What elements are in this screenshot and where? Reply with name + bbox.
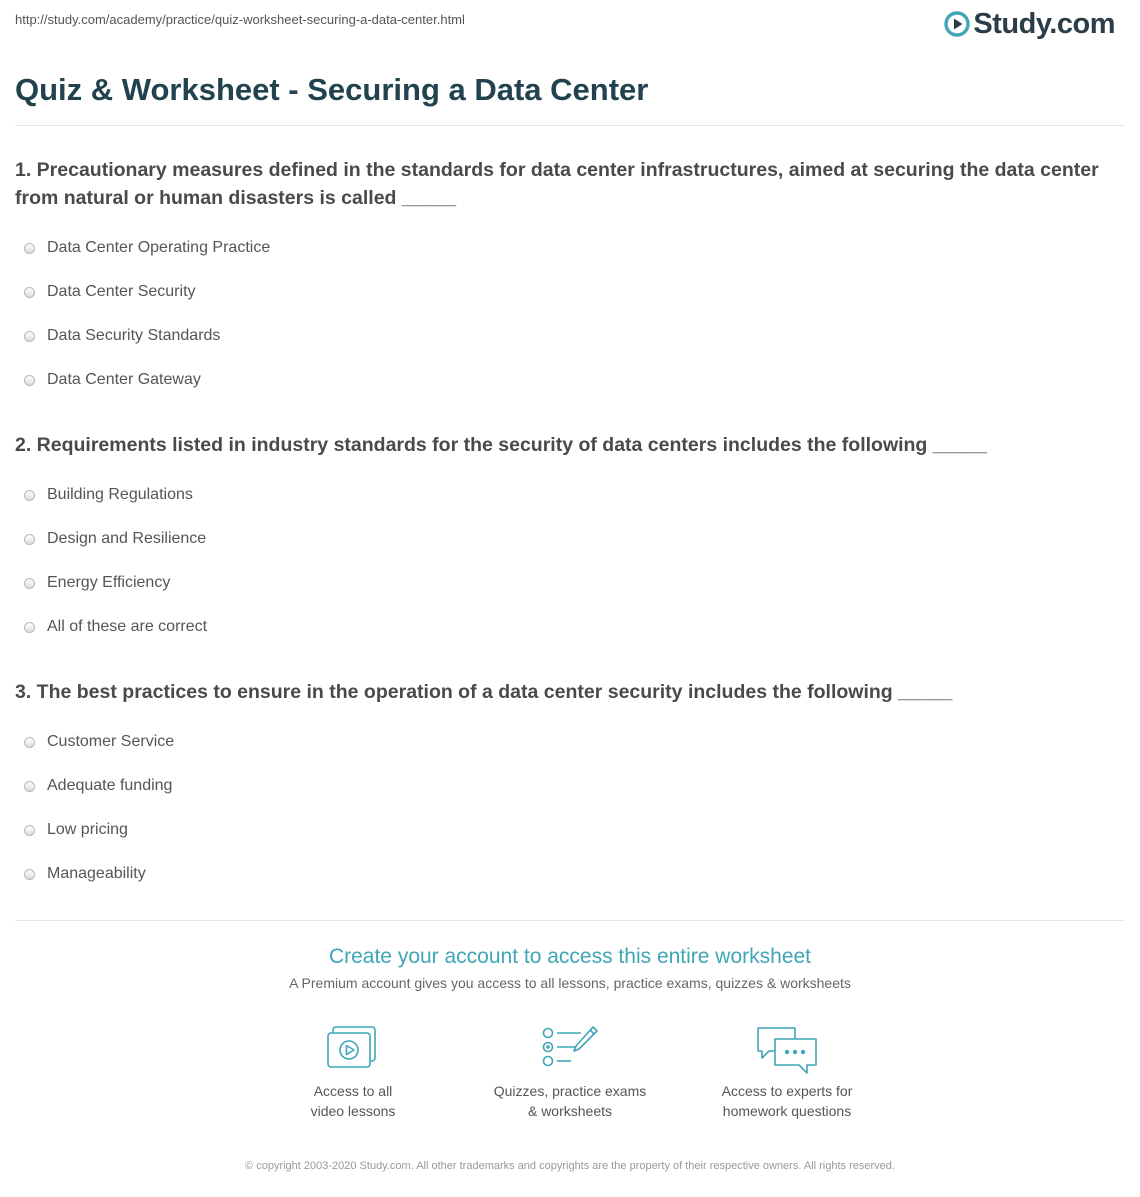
answer-label: Data Security Standards — [47, 327, 221, 344]
feature-line: Quizzes, practice exams — [493, 1083, 647, 1099]
feature-line: Access to experts for — [721, 1083, 853, 1099]
answer-label: Customer Service — [47, 733, 175, 750]
quiz-checklist-icon — [541, 1025, 599, 1071]
radio-button[interactable] — [24, 825, 35, 836]
answer-option[interactable] — [15, 517, 1125, 561]
feature-text — [245, 1081, 462, 1121]
page-url: http://study.com/academy/practice/quiz-worksheet-securing-a-data-center.html — [15, 12, 465, 27]
answer-label: Data Center Security — [47, 283, 196, 300]
promo-subtitle: A Premium account gives you access to all lessons, practice exams, quizzes & worksheets — [289, 975, 851, 991]
video-lessons-icon — [326, 1025, 380, 1071]
title-divider — [15, 125, 1125, 126]
answer-label: Data Center Gateway — [47, 371, 201, 388]
question-text: 2. Requirements listed in industry standards for the security of data centers includes the following _____ — [15, 434, 987, 456]
question-list — [15, 156, 1125, 896]
radio-button[interactable] — [24, 622, 35, 633]
answer-label: Adequate funding — [47, 777, 173, 794]
study-logo[interactable] — [944, 6, 1115, 42]
chat-bubbles-icon — [755, 1025, 819, 1077]
radio-button[interactable] — [24, 331, 35, 342]
feature-video-lessons — [245, 1025, 462, 1121]
radio-button[interactable] — [24, 869, 35, 880]
radio-button[interactable] — [24, 534, 35, 545]
answer-option[interactable] — [15, 764, 1125, 808]
feature-line: & worksheets — [527, 1103, 613, 1119]
answer-label: Building Regulations — [47, 486, 193, 503]
question-2 — [15, 431, 1125, 649]
top-bar — [15, 0, 1125, 46]
answer-options — [15, 473, 1125, 649]
answer-option[interactable] — [15, 808, 1125, 852]
feature-text — [679, 1081, 896, 1121]
feature-line: video lessons — [310, 1103, 396, 1119]
question-text: 3. The best practices to ensure in the operation of a data center security includes the following _____ — [15, 681, 953, 703]
answer-option[interactable] — [15, 720, 1125, 764]
answer-option[interactable] — [15, 605, 1125, 649]
feature-quizzes — [462, 1025, 679, 1121]
feature-list — [15, 1025, 1125, 1121]
answer-option[interactable] — [15, 561, 1125, 605]
radio-button[interactable] — [24, 287, 35, 298]
answer-option[interactable] — [15, 226, 1125, 270]
page-title: Quiz & Worksheet - Securing a Data Center — [15, 72, 649, 107]
answer-option[interactable] — [15, 473, 1125, 517]
answer-label: Low pricing — [47, 821, 128, 838]
logo-text: Study.com — [973, 7, 1115, 40]
answer-label: Design and Resilience — [47, 530, 207, 547]
radio-button[interactable] — [24, 243, 35, 254]
radio-button[interactable] — [24, 490, 35, 501]
play-circle-icon — [944, 11, 970, 37]
answer-label: Data Center Operating Practice — [47, 239, 271, 256]
answer-options — [15, 226, 1125, 402]
radio-button[interactable] — [24, 375, 35, 386]
answer-option[interactable] — [15, 358, 1125, 402]
answer-label: Energy Efficiency — [47, 574, 171, 591]
radio-button[interactable] — [24, 578, 35, 589]
create-account-link[interactable]: Create your account to access this entire worksheet — [328, 945, 812, 968]
question-text: 1. Precautionary measures defined in the standards for data center infrastructures, aimed at securing the data center from natural or human disasters is called _____ — [15, 159, 1099, 209]
answer-option[interactable] — [15, 270, 1125, 314]
radio-button[interactable] — [24, 781, 35, 792]
answer-label: Manageability — [47, 865, 146, 882]
premium-promo — [15, 920, 1125, 1121]
copyright-footer: © copyright 2003-2020 Study.com. All other trademarks and copyrights are the property of their respective owners. All rights reserved. — [245, 1160, 895, 1172]
question-1 — [15, 156, 1125, 402]
answer-option[interactable] — [15, 314, 1125, 358]
feature-line: Access to all — [313, 1083, 393, 1099]
radio-button[interactable] — [24, 737, 35, 748]
feature-line: homework questions — [722, 1103, 852, 1119]
feature-text — [462, 1081, 679, 1121]
answer-label: All of these are correct — [47, 618, 208, 635]
question-3 — [15, 678, 1125, 896]
answer-option[interactable] — [15, 852, 1125, 896]
feature-experts — [679, 1025, 896, 1121]
answer-options — [15, 720, 1125, 896]
